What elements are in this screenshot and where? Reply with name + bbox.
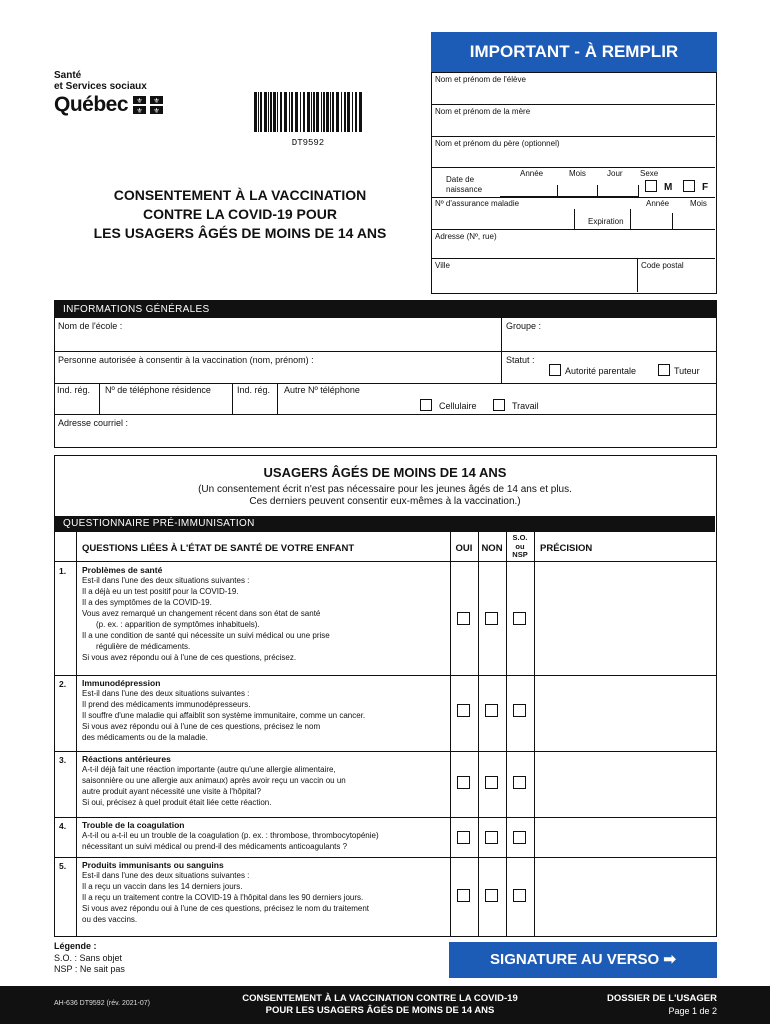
work-label: Travail <box>512 401 539 411</box>
area-code-1-label: Ind. rég. <box>57 385 91 395</box>
address-field[interactable]: Adresse (Nº, rue) <box>432 229 715 259</box>
birth-date-label: Date de naissance <box>446 175 483 194</box>
home-phone-field[interactable] <box>100 384 233 414</box>
question-2-number: 2. <box>59 679 67 689</box>
title-line-3: LES USAGERS ÂGÉS DE MOINS DE 14 ANS <box>93 225 387 241</box>
q4-so-checkbox[interactable] <box>513 831 526 844</box>
footer-page-number: Page 1 de 2 <box>668 1006 717 1016</box>
barcode-bar <box>300 92 301 132</box>
footer-title: CONSENTEMENT À LA VACCINATION CONTRE LA COVID-19 POUR LES USAGERS ÂGÉS DE MOINS DE 14 ANS <box>242 993 518 1016</box>
barcode-bar <box>341 92 342 132</box>
exp-month-label: Mois <box>690 199 707 208</box>
barcode <box>252 92 364 132</box>
birth-date-field[interactable] <box>500 181 638 197</box>
q1-precision-field[interactable] <box>535 563 717 675</box>
document-title <box>70 186 410 243</box>
barcode-bar <box>323 92 325 132</box>
question-5-text: Produits immunisants ou sanguins Est-il dans l'une des deux situations suivantes : Il a reçu un vaccin dans les 14 derniers jours. Il a reçu un traitement contre la COVID-19 à l'hôpital dans les 90 derniers jours. Si vous avez répondu oui à l'une de ces questions, précisez le nom du traitement ou des vaccins. <box>82 860 370 924</box>
father-name-field[interactable]: Nom et prénom du père (optionnel) <box>432 137 715 168</box>
q2-yes-checkbox[interactable] <box>457 704 470 717</box>
barcode-bar <box>284 92 287 132</box>
svg-text:⚜: ⚜ <box>136 97 143 105</box>
barcode-bar <box>264 92 267 132</box>
q3-yes-checkbox[interactable] <box>457 776 470 789</box>
ministry-name-line1: Santé <box>54 70 82 81</box>
barcode-bar <box>295 92 298 132</box>
questionnaire-header: QUESTIONNAIRE PRÉ-IMMUNISATION <box>55 516 715 532</box>
under-14-note: (Un consentement écrit n'est pas nécessaire pour les jeunes âgés de 14 ans et plus. Ces derniers peuvent consentir eux-mêmes à la vaccination.) <box>198 484 572 507</box>
important-header: IMPORTANT - À REMPLIR <box>431 32 717 72</box>
q2-no-checkbox[interactable] <box>485 704 498 717</box>
birth-month-label: Mois <box>569 169 586 178</box>
patient-info-box <box>431 72 717 294</box>
q5-no-checkbox[interactable] <box>485 889 498 902</box>
barcode-bar <box>270 92 272 132</box>
barcode-bar <box>258 92 259 132</box>
under-14-title: USAGERS ÂGÉS DE MOINS DE 14 ANS <box>263 465 507 480</box>
q3-precision-field[interactable] <box>535 753 717 817</box>
sex-m-label: M <box>664 182 673 193</box>
q4-no-checkbox[interactable] <box>485 831 498 844</box>
general-info-header: INFORMATIONS GÉNÉRALES <box>55 301 716 318</box>
col-yes-header: OUI <box>455 543 473 554</box>
barcode-bar <box>355 92 357 132</box>
q2-so-checkbox[interactable] <box>513 704 526 717</box>
birth-day-label: Jour <box>607 169 623 178</box>
question-5-number: 5. <box>59 861 67 871</box>
area-code-2-label: Ind. rég. <box>237 385 271 395</box>
q4-yes-checkbox[interactable] <box>457 831 470 844</box>
q5-so-checkbox[interactable] <box>513 889 526 902</box>
tutor-checkbox[interactable] <box>658 364 670 376</box>
authorized-person-field[interactable]: Personne autorisée à consentir à la vaccination (nom, prénom) : <box>58 355 314 365</box>
q4-precision-field[interactable] <box>535 819 717 857</box>
question-3-number: 3. <box>59 755 67 765</box>
question-4-number: 4. <box>59 821 67 831</box>
barcode-code: DT9592 <box>291 138 325 148</box>
ministry-logo <box>54 70 214 120</box>
q3-so-checkbox[interactable] <box>513 776 526 789</box>
q2-precision-field[interactable] <box>535 677 717 751</box>
col-no-header: NON <box>481 543 503 554</box>
title-line-2: CONTRE LA COVID-19 POUR <box>143 206 337 222</box>
mother-name-field[interactable]: Nom et prénom de la mère <box>432 105 715 137</box>
postal-code-field[interactable]: Code postal <box>637 259 715 292</box>
barcode-bar <box>321 92 322 132</box>
ministry-name-line2: et Services sociaux <box>54 81 147 92</box>
legend-so: S.O. : Sans objet <box>54 952 123 963</box>
barcode-bar <box>311 92 312 132</box>
footer-file-label: DOSSIER DE L'USAGER <box>607 993 717 1004</box>
work-checkbox[interactable] <box>493 399 505 411</box>
email-field[interactable]: Adresse courriel : <box>58 418 129 428</box>
question-2-text: Immunodépression Est-il dans l'une des deux situations suivantes : Il prend des médicaments immunodépresseurs. Il souffre d'une maladie qui affaiblit son système immunitaire, comme un cancer. Si vous avez répondu oui à l'une de ces questions, précisez le nom des médicaments ou de la maladie. <box>82 678 366 742</box>
col-precision-header: PRÉCISION <box>540 543 593 554</box>
barcode-bar <box>326 92 329 132</box>
svg-text:⚜: ⚜ <box>153 107 160 115</box>
barcode-bar <box>344 92 346 132</box>
tutor-label: Tuteur <box>674 366 700 376</box>
birth-year-label: Année <box>520 169 544 178</box>
exp-year-label: Année <box>646 199 670 208</box>
barcode-bar <box>352 92 353 132</box>
legend <box>54 941 125 976</box>
health-insurance-field[interactable] <box>432 209 574 229</box>
barcode-bar <box>303 92 305 132</box>
q1-so-checkbox[interactable] <box>513 612 526 625</box>
q1-no-checkbox[interactable] <box>485 612 498 625</box>
barcode-bar <box>330 92 331 132</box>
q5-yes-checkbox[interactable] <box>457 889 470 902</box>
question-1-number: 1. <box>59 566 67 576</box>
province-name: Québec <box>54 93 129 116</box>
cellular-label: Cellulaire <box>439 401 477 411</box>
health-insurance-label: Nº d'assurance maladie <box>435 199 520 208</box>
barcode-bar <box>307 92 310 132</box>
area-code-1-field[interactable] <box>55 384 100 414</box>
sex-label: Sexe <box>640 169 659 178</box>
parental-authority-checkbox[interactable] <box>549 364 561 376</box>
cellular-checkbox[interactable] <box>420 399 432 411</box>
question-1-text: Problèmes de santé Est-il dans l'une des deux situations suivantes : Il a déjà eu un test positif pour la COVID-19. Il a des symptômes de la COVID-19. Vous avez remarqué un changement récent dans son état de santé (p. ex. : apparition de symptômes inhabituels). Il a une condition de santé qui nécessite un suivi médical ou une prise régulière de médicaments. Si vous avez répondu oui à l'une de ces questions, précisez. <box>82 565 330 662</box>
expiration-label: Expiration <box>588 217 624 226</box>
barcode-bar <box>316 92 319 132</box>
barcode-bar <box>336 92 339 132</box>
city-field[interactable]: Ville <box>435 261 450 270</box>
barcode-bar <box>280 92 282 132</box>
other-phone-label: Autre Nº téléphone <box>284 385 360 395</box>
sex-m-checkbox[interactable] <box>645 180 657 192</box>
question-4-text: Trouble de la coagulation A-t-il ou a-t-il eu un trouble de la coagulation (p. ex. : thrombose, thrombocytopénie) nécessitant un suivi médical ou prend-il des médicaments anticoagulants ? <box>82 820 379 851</box>
student-name-field[interactable]: Nom et prénom de l'élève <box>432 73 715 105</box>
general-info-section <box>54 300 717 448</box>
legend-nsp: NSP : Ne sait pas <box>54 964 125 974</box>
fleur-de-lis-flag-icon <box>132 95 164 115</box>
barcode-bar <box>268 92 269 132</box>
barcode-bar <box>289 92 290 132</box>
barcode-bar <box>291 92 293 132</box>
q3-no-checkbox[interactable] <box>485 776 498 789</box>
barcode-bar <box>313 92 315 132</box>
sex-f-label: F <box>702 182 709 193</box>
barcode-bar <box>254 92 257 132</box>
school-name-field[interactable]: Nom de l'école : <box>58 321 123 331</box>
question-3-text: Réactions antérieures A-t-il déjà fait une réaction importante (autre qu'une allergie alimentaire, saisonnière ou une allergie aux animaux) après avoir reçu un vaccin ou un autre produit ayant nécessité une visite à l'hôpital? Si oui, précisez à quel produit était liée cette réaction. <box>82 754 346 807</box>
col-so-header: S.O. ou NSP <box>512 533 528 559</box>
barcode-bar <box>332 92 334 132</box>
parental-authority-label: Autorité parentale <box>565 366 637 376</box>
barcode-bar <box>347 92 350 132</box>
q1-yes-checkbox[interactable] <box>457 612 470 625</box>
home-phone-label: Nº de téléphone résidence <box>105 385 211 395</box>
title-line-1: CONSENTEMENT À LA VACCINATION <box>113 187 367 203</box>
barcode-bar <box>277 92 278 132</box>
q5-precision-field[interactable] <box>535 859 717 936</box>
svg-text:⚜: ⚜ <box>136 107 143 115</box>
sex-f-checkbox[interactable] <box>683 180 695 192</box>
col-questions-header: QUESTIONS LIÉES À L'ÉTAT DE SANTÉ DE VOTRE ENFANT <box>82 543 355 554</box>
svg-text:⚜: ⚜ <box>153 97 160 105</box>
barcode-bar <box>359 92 362 132</box>
status-field: Statut : <box>501 352 716 383</box>
area-code-2-field[interactable] <box>233 384 278 414</box>
footer-form-code: AH-636 DT9592 (rév. 2021-07) <box>54 1000 150 1007</box>
questionnaire-table <box>54 532 717 937</box>
group-field[interactable]: Groupe : <box>501 318 716 351</box>
signature-on-back-banner: SIGNATURE AU VERSO ➡ <box>449 942 717 978</box>
barcode-bar <box>260 92 262 132</box>
legend-title: Légende : <box>54 941 97 951</box>
barcode-bar <box>273 92 276 132</box>
